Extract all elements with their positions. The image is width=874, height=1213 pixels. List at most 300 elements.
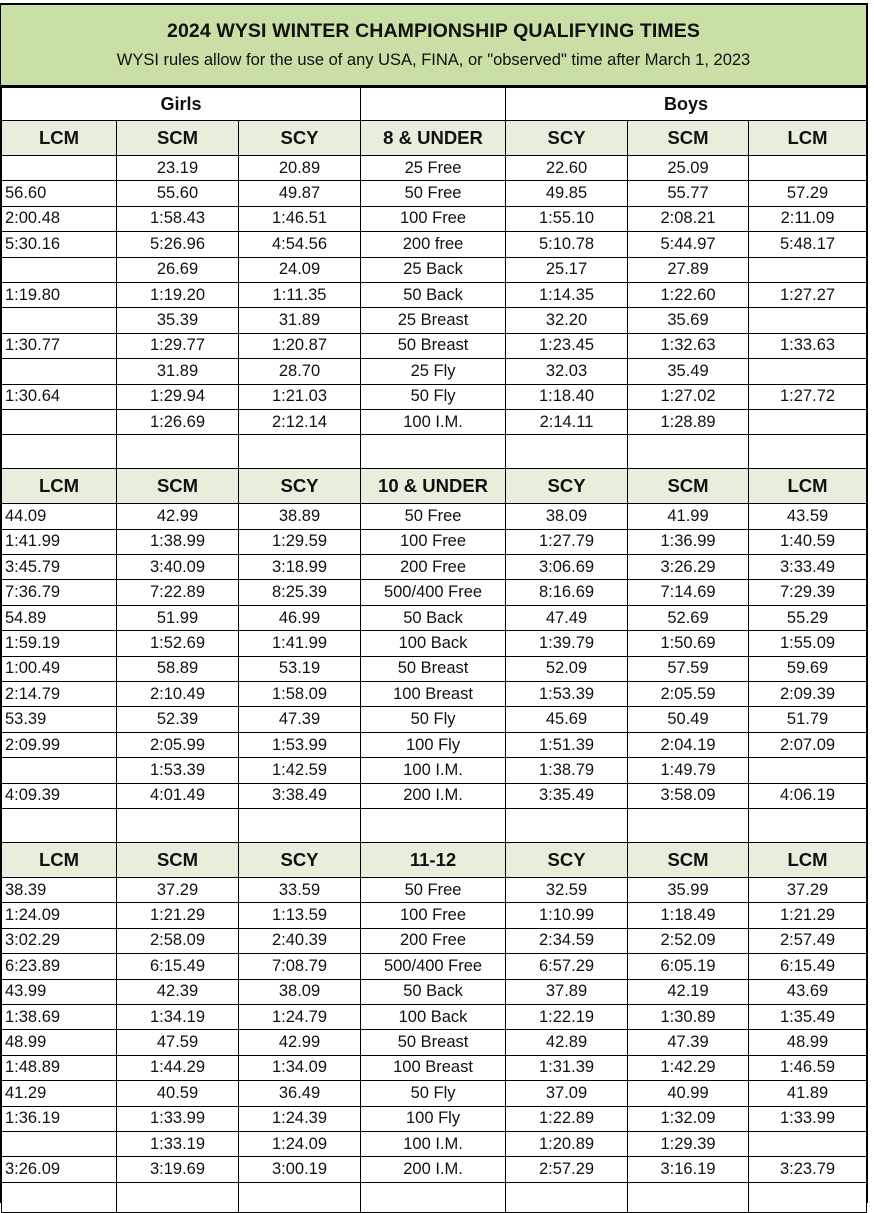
time-row xyxy=(2,656,867,681)
boys-lcm-cell xyxy=(749,409,867,434)
boys-scy-cell: 1:14.35 xyxy=(506,282,628,307)
time-row xyxy=(2,1030,867,1055)
boys-scm-cell: 1:18.49 xyxy=(628,903,749,928)
event-cell: 50 Fly xyxy=(361,1081,506,1106)
girls-lcm-cell: 1:00.49 xyxy=(2,656,117,681)
boys-scm-cell: 47.39 xyxy=(628,1030,749,1055)
time-row xyxy=(2,504,867,529)
girls-lcm-cell: 43.99 xyxy=(2,979,117,1004)
boys-scm-cell: 25.09 xyxy=(628,156,749,181)
boys-scy-cell: 1:23.45 xyxy=(506,333,628,358)
boys-lcm-cell: 1:40.59 xyxy=(749,529,867,554)
girls-scy-header: SCY xyxy=(239,469,361,504)
girls-lcm-cell: 1:41.99 xyxy=(2,529,117,554)
boys-scm-header: SCM xyxy=(628,121,749,156)
girls-scm-cell: 2:05.99 xyxy=(117,732,239,757)
boys-lcm-cell: 1:21.29 xyxy=(749,903,867,928)
time-row xyxy=(2,1131,867,1156)
boys-scy-cell: 1:39.79 xyxy=(506,631,628,656)
event-cell: 50 Back xyxy=(361,282,506,307)
girls-scm-cell: 55.60 xyxy=(117,181,239,206)
girls-scy-cell: 49.87 xyxy=(239,181,361,206)
time-row xyxy=(2,928,867,953)
girls-scy-cell: 38.09 xyxy=(239,979,361,1004)
boys-scy-cell: 3:35.49 xyxy=(506,783,628,808)
girls-scy-cell: 4:54.56 xyxy=(239,232,361,257)
girls-scy-cell: 2:40.39 xyxy=(239,928,361,953)
event-cell: 25 Breast xyxy=(361,308,506,333)
girls-lcm-cell xyxy=(2,758,117,783)
event-cell: 100 Free xyxy=(361,206,506,231)
event-cell: 100 I.M. xyxy=(361,758,506,783)
girls-scm-cell: 1:29.77 xyxy=(117,333,239,358)
boys-scy-cell: 45.69 xyxy=(506,707,628,732)
time-row xyxy=(2,903,867,928)
time-row xyxy=(2,1055,867,1080)
time-row xyxy=(2,156,867,181)
boys-lcm-cell: 3:33.49 xyxy=(749,555,867,580)
boys-scm-cell: 52.69 xyxy=(628,605,749,630)
girls-scy-cell: 28.70 xyxy=(239,359,361,384)
event-cell: 100 Fly xyxy=(361,1106,506,1131)
event-cell: 50 Back xyxy=(361,605,506,630)
girls-scm-cell: 47.59 xyxy=(117,1030,239,1055)
girls-scm-cell: 26.69 xyxy=(117,257,239,282)
boys-scy-cell: 1:31.39 xyxy=(506,1055,628,1080)
event-cell: 200 Free xyxy=(361,555,506,580)
boys-scy-cell: 3:06.69 xyxy=(506,555,628,580)
boys-scy-cell: 32.20 xyxy=(506,308,628,333)
time-row xyxy=(2,631,867,656)
boys-group-label: Boys xyxy=(506,88,867,121)
event-cell: 50 Fly xyxy=(361,384,506,409)
boys-lcm-cell: 2:07.09 xyxy=(749,732,867,757)
age-group-header: 10 & UNDER xyxy=(361,469,506,504)
event-cell: 50 Free xyxy=(361,504,506,529)
time-row xyxy=(2,783,867,808)
spacer-cell xyxy=(2,808,117,842)
girls-scy-cell: 1:24.39 xyxy=(239,1106,361,1131)
spacer-cell xyxy=(239,435,361,469)
boys-lcm-cell: 4:06.19 xyxy=(749,783,867,808)
event-cell: 100 Back xyxy=(361,631,506,656)
boys-scy-cell: 1:53.39 xyxy=(506,682,628,707)
spacer-cell xyxy=(628,1182,749,1212)
boys-scm-cell: 1:42.29 xyxy=(628,1055,749,1080)
boys-lcm-cell xyxy=(749,359,867,384)
title-banner xyxy=(1,5,866,87)
girls-scy-cell: 1:13.59 xyxy=(239,903,361,928)
spacer-cell xyxy=(117,808,239,842)
girls-lcm-cell: 44.09 xyxy=(2,504,117,529)
boys-scm-cell: 1:49.79 xyxy=(628,758,749,783)
event-cell: 25 Fly xyxy=(361,359,506,384)
girls-lcm-cell xyxy=(2,308,117,333)
girls-scm-cell: 1:58.43 xyxy=(117,206,239,231)
spacer-cell xyxy=(749,435,867,469)
girls-scy-cell: 38.89 xyxy=(239,504,361,529)
qualifying-times-sheet xyxy=(0,3,868,1203)
boys-lcm-cell: 1:55.09 xyxy=(749,631,867,656)
event-cell: 100 Free xyxy=(361,529,506,554)
girls-lcm-cell: 53.39 xyxy=(2,707,117,732)
boys-scm-cell: 2:52.09 xyxy=(628,928,749,953)
event-group-spacer xyxy=(361,88,506,121)
boys-scy-cell: 42.89 xyxy=(506,1030,628,1055)
girls-lcm-cell: 1:30.64 xyxy=(2,384,117,409)
boys-scy-cell: 37.09 xyxy=(506,1081,628,1106)
girls-scm-header: SCM xyxy=(117,121,239,156)
spacer-cell xyxy=(361,1182,506,1212)
boys-scy-cell: 1:55.10 xyxy=(506,206,628,231)
event-cell: 500/400 Free xyxy=(361,580,506,605)
boys-lcm-cell xyxy=(749,1131,867,1156)
girls-scm-cell: 1:33.19 xyxy=(117,1131,239,1156)
spacer-cell xyxy=(239,1182,361,1212)
time-row xyxy=(2,1081,867,1106)
boys-scy-header: SCY xyxy=(506,121,628,156)
girls-lcm-cell: 56.60 xyxy=(2,181,117,206)
girls-scy-cell: 1:53.99 xyxy=(239,732,361,757)
girls-scm-cell: 35.39 xyxy=(117,308,239,333)
girls-scy-cell: 20.89 xyxy=(239,156,361,181)
girls-scm-cell: 2:58.09 xyxy=(117,928,239,953)
boys-scy-cell: 52.09 xyxy=(506,656,628,681)
spacer-cell xyxy=(117,1182,239,1212)
girls-scm-cell: 3:19.69 xyxy=(117,1157,239,1182)
event-cell: 50 Free xyxy=(361,181,506,206)
girls-scm-cell: 51.99 xyxy=(117,605,239,630)
time-row xyxy=(2,359,867,384)
girls-lcm-cell: 3:02.29 xyxy=(2,928,117,953)
boys-scy-cell: 2:14.11 xyxy=(506,409,628,434)
time-row xyxy=(2,1157,867,1182)
boys-scm-cell: 1:28.89 xyxy=(628,409,749,434)
boys-scm-cell: 3:26.29 xyxy=(628,555,749,580)
boys-lcm-cell: 37.29 xyxy=(749,877,867,902)
girls-scy-cell: 8:25.39 xyxy=(239,580,361,605)
boys-lcm-cell: 43.69 xyxy=(749,979,867,1004)
time-row xyxy=(2,257,867,282)
spacer-cell xyxy=(2,435,117,469)
boys-scy-cell: 1:18.40 xyxy=(506,384,628,409)
spacer-cell xyxy=(506,435,628,469)
event-cell: 100 I.M. xyxy=(361,409,506,434)
boys-lcm-cell: 3:23.79 xyxy=(749,1157,867,1182)
girls-lcm-cell: 7:36.79 xyxy=(2,580,117,605)
girls-scy-cell: 3:00.19 xyxy=(239,1157,361,1182)
boys-lcm-cell: 59.69 xyxy=(749,656,867,681)
girls-scm-cell: 40.59 xyxy=(117,1081,239,1106)
girls-lcm-cell: 1:30.77 xyxy=(2,333,117,358)
girls-scy-cell: 1:11.35 xyxy=(239,282,361,307)
girls-lcm-cell: 3:26.09 xyxy=(2,1157,117,1182)
boys-lcm-cell: 55.29 xyxy=(749,605,867,630)
boys-scy-cell: 1:51.39 xyxy=(506,732,628,757)
age-group-header: 8 & UNDER xyxy=(361,121,506,156)
page-title: 2024 WYSI WINTER CHAMPIONSHIP QUALIFYING TIMES xyxy=(167,20,700,42)
event-cell: 100 Back xyxy=(361,1004,506,1029)
qualifying-times-table xyxy=(1,87,867,1213)
girls-scm-cell: 1:34.19 xyxy=(117,1004,239,1029)
girls-scy-cell: 31.89 xyxy=(239,308,361,333)
boys-lcm-cell: 1:33.99 xyxy=(749,1106,867,1131)
girls-scy-cell: 3:38.49 xyxy=(239,783,361,808)
time-row xyxy=(2,605,867,630)
event-cell: 100 Breast xyxy=(361,1055,506,1080)
boys-scm-cell: 1:22.60 xyxy=(628,282,749,307)
time-row xyxy=(2,181,867,206)
boys-lcm-cell: 6:15.49 xyxy=(749,954,867,979)
girls-scm-header: SCM xyxy=(117,469,239,504)
time-row xyxy=(2,384,867,409)
boys-scm-cell: 27.89 xyxy=(628,257,749,282)
time-row xyxy=(2,732,867,757)
girls-scm-cell: 6:15.49 xyxy=(117,954,239,979)
girls-scm-cell: 1:44.29 xyxy=(117,1055,239,1080)
boys-scm-cell: 55.77 xyxy=(628,181,749,206)
girls-scy-cell: 53.19 xyxy=(239,656,361,681)
section-spacer-row xyxy=(2,435,867,469)
girls-scm-cell: 37.29 xyxy=(117,877,239,902)
girls-scy-cell: 42.99 xyxy=(239,1030,361,1055)
boys-lcm-cell xyxy=(749,308,867,333)
column-header-row xyxy=(2,121,867,156)
girls-lcm-cell: 6:23.89 xyxy=(2,954,117,979)
time-row xyxy=(2,1106,867,1131)
boys-scy-cell: 2:57.29 xyxy=(506,1157,628,1182)
girls-lcm-cell: 54.89 xyxy=(2,605,117,630)
section-spacer-row xyxy=(2,808,867,842)
girls-scm-cell: 1:53.39 xyxy=(117,758,239,783)
time-row xyxy=(2,1004,867,1029)
girls-scy-cell: 1:46.51 xyxy=(239,206,361,231)
event-cell: 200 free xyxy=(361,232,506,257)
boys-lcm-cell xyxy=(749,156,867,181)
boys-scm-header: SCM xyxy=(628,842,749,877)
boys-scy-cell: 1:27.79 xyxy=(506,529,628,554)
boys-scm-cell: 7:14.69 xyxy=(628,580,749,605)
girls-scy-cell: 2:12.14 xyxy=(239,409,361,434)
girls-scm-header: SCM xyxy=(117,842,239,877)
boys-scy-cell: 6:57.29 xyxy=(506,954,628,979)
boys-scy-cell: 1:38.79 xyxy=(506,758,628,783)
boys-scy-cell: 22.60 xyxy=(506,156,628,181)
boys-scy-cell: 32.59 xyxy=(506,877,628,902)
time-row xyxy=(2,333,867,358)
trailing-row xyxy=(2,1182,867,1212)
spacer-cell xyxy=(506,808,628,842)
girls-scm-cell: 1:26.69 xyxy=(117,409,239,434)
boys-lcm-header: LCM xyxy=(749,842,867,877)
event-cell: 50 Fly xyxy=(361,707,506,732)
girls-scm-cell: 58.89 xyxy=(117,656,239,681)
page-subtitle: WYSI rules allow for the use of any USA, FINA, or "observed" time after March 1, 2023 xyxy=(116,51,751,69)
girls-scy-cell: 47.39 xyxy=(239,707,361,732)
girls-lcm-cell: 48.99 xyxy=(2,1030,117,1055)
boys-lcm-cell: 2:09.39 xyxy=(749,682,867,707)
boys-lcm-header: LCM xyxy=(749,469,867,504)
girls-lcm-cell: 1:19.80 xyxy=(2,282,117,307)
boys-scy-cell: 32.03 xyxy=(506,359,628,384)
event-cell: 25 Free xyxy=(361,156,506,181)
event-cell: 100 I.M. xyxy=(361,1131,506,1156)
time-row xyxy=(2,954,867,979)
boys-scm-cell: 1:32.09 xyxy=(628,1106,749,1131)
girls-scm-cell: 3:40.09 xyxy=(117,555,239,580)
time-row xyxy=(2,758,867,783)
girls-lcm-cell: 1:59.19 xyxy=(2,631,117,656)
boys-lcm-cell: 48.99 xyxy=(749,1030,867,1055)
boys-scy-cell: 2:34.59 xyxy=(506,928,628,953)
spacer-cell xyxy=(361,808,506,842)
boys-lcm-cell: 5:48.17 xyxy=(749,232,867,257)
event-cell: 100 Breast xyxy=(361,682,506,707)
boys-scm-cell: 1:29.39 xyxy=(628,1131,749,1156)
girls-lcm-header: LCM xyxy=(2,121,117,156)
girls-scy-cell: 1:42.59 xyxy=(239,758,361,783)
column-header-row xyxy=(2,469,867,504)
event-cell: 50 Breast xyxy=(361,656,506,681)
time-row xyxy=(2,580,867,605)
girls-scy-cell: 1:24.79 xyxy=(239,1004,361,1029)
girls-lcm-cell: 4:09.39 xyxy=(2,783,117,808)
girls-scm-cell: 1:29.94 xyxy=(117,384,239,409)
event-cell: 100 Free xyxy=(361,903,506,928)
girls-scy-cell: 1:24.09 xyxy=(239,1131,361,1156)
boys-scm-cell: 50.49 xyxy=(628,707,749,732)
boys-scy-cell: 1:22.19 xyxy=(506,1004,628,1029)
boys-scy-cell: 25.17 xyxy=(506,257,628,282)
boys-lcm-cell: 57.29 xyxy=(749,181,867,206)
boys-scm-cell: 6:05.19 xyxy=(628,954,749,979)
boys-scy-cell: 8:16.69 xyxy=(506,580,628,605)
boys-lcm-cell: 51.79 xyxy=(749,707,867,732)
boys-scm-cell: 35.69 xyxy=(628,308,749,333)
boys-scy-cell: 1:20.89 xyxy=(506,1131,628,1156)
boys-scm-cell: 57.59 xyxy=(628,656,749,681)
girls-scy-cell: 24.09 xyxy=(239,257,361,282)
girls-lcm-header: LCM xyxy=(2,842,117,877)
spacer-cell xyxy=(506,1182,628,1212)
girls-lcm-cell: 1:38.69 xyxy=(2,1004,117,1029)
boys-scm-cell: 1:36.99 xyxy=(628,529,749,554)
girls-lcm-cell: 3:45.79 xyxy=(2,555,117,580)
time-row xyxy=(2,877,867,902)
boys-scm-cell: 5:44.97 xyxy=(628,232,749,257)
boys-lcm-header: LCM xyxy=(749,121,867,156)
boys-scy-cell: 1:10.99 xyxy=(506,903,628,928)
girls-lcm-cell: 2:14.79 xyxy=(2,682,117,707)
boys-scy-cell: 5:10.78 xyxy=(506,232,628,257)
girls-scm-cell: 42.99 xyxy=(117,504,239,529)
girls-lcm-cell: 2:00.48 xyxy=(2,206,117,231)
time-row xyxy=(2,979,867,1004)
boys-scy-cell: 1:22.89 xyxy=(506,1106,628,1131)
boys-lcm-cell: 1:27.72 xyxy=(749,384,867,409)
boys-lcm-cell: 43.59 xyxy=(749,504,867,529)
time-row xyxy=(2,529,867,554)
event-cell: 25 Back xyxy=(361,257,506,282)
time-row xyxy=(2,555,867,580)
girls-lcm-header: LCM xyxy=(2,469,117,504)
girls-lcm-cell xyxy=(2,257,117,282)
girls-scy-header: SCY xyxy=(239,121,361,156)
boys-lcm-cell xyxy=(749,758,867,783)
event-cell: 200 I.M. xyxy=(361,783,506,808)
boys-scm-cell: 1:27.02 xyxy=(628,384,749,409)
boys-scm-cell: 3:58.09 xyxy=(628,783,749,808)
girls-scm-cell: 31.89 xyxy=(117,359,239,384)
boys-scm-cell: 3:16.19 xyxy=(628,1157,749,1182)
event-cell: 200 Free xyxy=(361,928,506,953)
event-cell: 50 Back xyxy=(361,979,506,1004)
boys-lcm-cell: 1:33.63 xyxy=(749,333,867,358)
spacer-cell xyxy=(628,808,749,842)
girls-scy-header: SCY xyxy=(239,842,361,877)
event-cell: 50 Breast xyxy=(361,333,506,358)
boys-lcm-cell: 1:35.49 xyxy=(749,1004,867,1029)
girls-lcm-cell: 2:09.99 xyxy=(2,732,117,757)
girls-scy-cell: 46.99 xyxy=(239,605,361,630)
girls-scm-cell: 23.19 xyxy=(117,156,239,181)
girls-lcm-cell: 1:24.09 xyxy=(2,903,117,928)
boys-scy-header: SCY xyxy=(506,469,628,504)
boys-scm-cell: 42.19 xyxy=(628,979,749,1004)
girls-lcm-cell xyxy=(2,156,117,181)
boys-lcm-cell: 7:29.39 xyxy=(749,580,867,605)
boys-lcm-cell: 1:46.59 xyxy=(749,1055,867,1080)
boys-scm-cell: 2:08.21 xyxy=(628,206,749,231)
girls-scm-cell: 1:52.69 xyxy=(117,631,239,656)
boys-scm-cell: 1:50.69 xyxy=(628,631,749,656)
girls-scm-cell: 1:33.99 xyxy=(117,1106,239,1131)
spacer-cell xyxy=(361,435,506,469)
girls-scy-cell: 3:18.99 xyxy=(239,555,361,580)
event-cell: 100 Fly xyxy=(361,732,506,757)
time-row xyxy=(2,707,867,732)
spacer-cell xyxy=(117,435,239,469)
boys-scy-cell: 37.89 xyxy=(506,979,628,1004)
girls-scm-cell: 1:19.20 xyxy=(117,282,239,307)
boys-lcm-cell: 2:57.49 xyxy=(749,928,867,953)
spacer-cell xyxy=(628,435,749,469)
girls-scm-cell: 1:38.99 xyxy=(117,529,239,554)
age-group-header: 11-12 xyxy=(361,842,506,877)
time-row xyxy=(2,682,867,707)
time-row xyxy=(2,206,867,231)
girls-lcm-cell: 5:30.16 xyxy=(2,232,117,257)
boys-scm-cell: 2:04.19 xyxy=(628,732,749,757)
boys-lcm-cell: 2:11.09 xyxy=(749,206,867,231)
spacer-cell xyxy=(749,808,867,842)
girls-scy-cell: 1:34.09 xyxy=(239,1055,361,1080)
girls-scy-cell: 1:58.09 xyxy=(239,682,361,707)
event-cell: 200 I.M. xyxy=(361,1157,506,1182)
girls-scy-cell: 7:08.79 xyxy=(239,954,361,979)
girls-scy-cell: 1:41.99 xyxy=(239,631,361,656)
column-header-row xyxy=(2,842,867,877)
girls-scy-cell: 1:29.59 xyxy=(239,529,361,554)
girls-scy-cell: 1:20.87 xyxy=(239,333,361,358)
boys-scm-cell: 2:05.59 xyxy=(628,682,749,707)
boys-scm-cell: 1:32.63 xyxy=(628,333,749,358)
girls-lcm-cell: 38.39 xyxy=(2,877,117,902)
girls-scy-cell: 33.59 xyxy=(239,877,361,902)
time-row xyxy=(2,282,867,307)
boys-lcm-cell xyxy=(749,257,867,282)
girls-lcm-cell: 1:36.19 xyxy=(2,1106,117,1131)
